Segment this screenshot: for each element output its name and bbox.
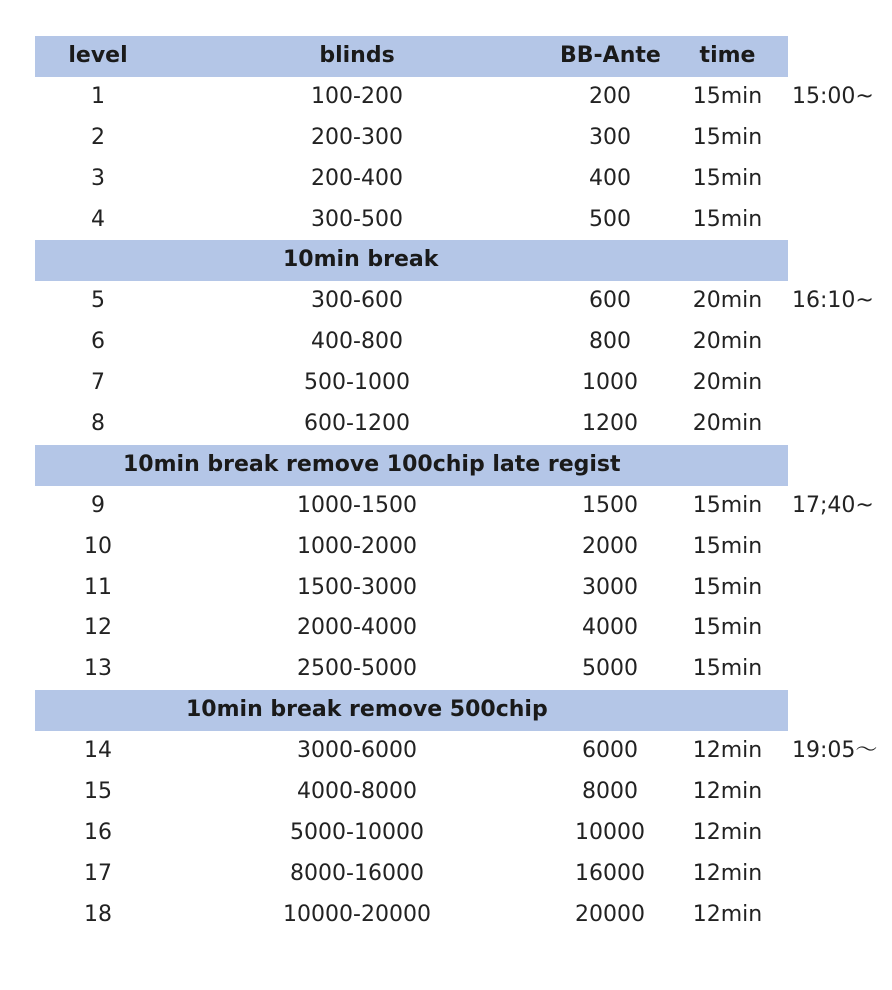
level-row <box>35 731 885 772</box>
table-header-row <box>35 36 788 77</box>
bb-ante-cell: 5000 <box>582 656 638 682</box>
start-time-cell <box>792 363 885 404</box>
bb-ante-cell: 1200 <box>582 411 638 437</box>
blinds-cell: 300-600 <box>311 288 403 314</box>
start-time-cell: 15:00~ <box>792 83 874 109</box>
header-time: time <box>699 43 756 68</box>
start-time-cell <box>792 200 885 241</box>
bb-ante-cell: 500 <box>589 206 631 232</box>
blinds-cell: 10000-20000 <box>283 901 431 927</box>
level-row <box>35 568 885 609</box>
bb-ante-cell: 200 <box>589 83 631 109</box>
header-bb-ante: BB-Ante <box>560 43 661 68</box>
level-row <box>35 118 885 159</box>
time-cell: 12min <box>692 901 763 927</box>
blinds-cell: 300-500 <box>311 206 403 232</box>
start-time-cell <box>792 895 885 936</box>
blinds-cell: 2500-5000 <box>297 656 417 682</box>
level-row <box>35 527 885 568</box>
blinds-cell: 100-200 <box>311 83 403 109</box>
start-time-cell <box>792 159 885 200</box>
blinds-cell: 500-1000 <box>304 370 410 396</box>
level-cell: 18 <box>84 901 112 927</box>
bb-ante-cell: 2000 <box>582 533 638 559</box>
time-cell: 12min <box>692 779 763 805</box>
break-label: 10min break remove 500chip <box>186 697 548 723</box>
level-cell: 13 <box>84 656 112 682</box>
level-row <box>35 200 885 241</box>
level-row <box>35 649 885 690</box>
start-time-cell: 17;40~ <box>792 492 874 518</box>
header-level: level <box>68 43 128 68</box>
start-time-cell <box>792 608 885 649</box>
start-time-cell <box>792 772 885 813</box>
bb-ante-cell: 4000 <box>582 615 638 641</box>
blinds-cell: 3000-6000 <box>297 738 417 764</box>
blinds-cell: 1500-3000 <box>297 574 417 600</box>
level-cell: 11 <box>84 574 112 600</box>
time-cell: 12min <box>692 819 763 845</box>
start-time-cell <box>792 568 885 609</box>
level-row <box>35 322 885 363</box>
level-row <box>35 486 885 527</box>
start-time-cell <box>792 854 885 895</box>
start-time-cell <box>792 813 885 854</box>
time-cell: 15min <box>692 83 763 109</box>
level-row <box>35 281 885 322</box>
time-cell: 15min <box>692 656 763 682</box>
bb-ante-cell: 800 <box>589 329 631 355</box>
blinds-cell: 8000-16000 <box>290 860 424 886</box>
start-time-cell <box>792 649 885 690</box>
level-cell: 9 <box>91 492 105 518</box>
level-cell: 15 <box>84 779 112 805</box>
start-time-cell: 19:05～ <box>792 738 878 764</box>
bb-ante-cell: 300 <box>589 124 631 150</box>
blinds-cell: 1000-1500 <box>297 492 417 518</box>
bb-ante-cell: 400 <box>589 165 631 191</box>
break-row <box>35 240 788 281</box>
blinds-cell: 1000-2000 <box>297 533 417 559</box>
break-row <box>35 445 788 486</box>
level-cell: 5 <box>91 288 105 314</box>
blinds-cell: 600-1200 <box>304 411 410 437</box>
time-cell: 15min <box>692 206 763 232</box>
start-time-cell <box>792 527 885 568</box>
blinds-cell: 400-800 <box>311 329 403 355</box>
level-cell: 17 <box>84 860 112 886</box>
bb-ante-cell: 3000 <box>582 574 638 600</box>
break-label: 10min break <box>283 247 439 273</box>
start-time-cell <box>792 404 885 445</box>
blinds-cell: 200-400 <box>311 165 403 191</box>
level-row <box>35 159 885 200</box>
level-cell: 2 <box>91 124 105 150</box>
level-row <box>35 772 885 813</box>
time-cell: 12min <box>692 738 763 764</box>
bb-ante-cell: 10000 <box>575 819 645 845</box>
time-cell: 20min <box>692 288 763 314</box>
level-cell: 8 <box>91 411 105 437</box>
bb-ante-cell: 6000 <box>582 738 638 764</box>
level-cell: 6 <box>91 329 105 355</box>
level-cell: 4 <box>91 206 105 232</box>
time-cell: 20min <box>692 370 763 396</box>
time-cell: 12min <box>692 860 763 886</box>
level-cell: 16 <box>84 819 112 845</box>
table-body <box>35 77 885 936</box>
blind-structure-table <box>35 36 885 936</box>
level-row <box>35 77 885 118</box>
header-blinds: blinds <box>319 43 395 68</box>
break-row <box>35 690 788 731</box>
start-time-cell: 16:10~ <box>792 288 874 314</box>
level-row <box>35 854 885 895</box>
break-label: 10min break remove 100chip late regist <box>123 451 621 477</box>
time-cell: 15min <box>692 492 763 518</box>
bb-ante-cell: 1500 <box>582 492 638 518</box>
time-cell: 15min <box>692 533 763 559</box>
time-cell: 15min <box>692 574 763 600</box>
level-row <box>35 404 885 445</box>
time-cell: 20min <box>692 411 763 437</box>
level-cell: 10 <box>84 533 112 559</box>
level-cell: 12 <box>84 615 112 641</box>
bb-ante-cell: 20000 <box>575 901 645 927</box>
level-row <box>35 363 885 404</box>
level-cell: 7 <box>91 370 105 396</box>
time-cell: 15min <box>692 615 763 641</box>
blinds-cell: 2000-4000 <box>297 615 417 641</box>
start-time-cell <box>792 118 885 159</box>
level-cell: 14 <box>84 738 112 764</box>
bb-ante-cell: 600 <box>589 288 631 314</box>
level-row <box>35 813 885 854</box>
start-time-cell <box>792 322 885 363</box>
level-cell: 1 <box>91 83 105 109</box>
level-row <box>35 895 885 936</box>
time-cell: 20min <box>692 329 763 355</box>
blinds-cell: 5000-10000 <box>290 819 424 845</box>
bb-ante-cell: 16000 <box>575 860 645 886</box>
level-row <box>35 608 885 649</box>
blinds-cell: 200-300 <box>311 124 403 150</box>
blinds-cell: 4000-8000 <box>297 779 417 805</box>
time-cell: 15min <box>692 165 763 191</box>
bb-ante-cell: 8000 <box>582 779 638 805</box>
bb-ante-cell: 1000 <box>582 370 638 396</box>
time-cell: 15min <box>692 124 763 150</box>
level-cell: 3 <box>91 165 105 191</box>
